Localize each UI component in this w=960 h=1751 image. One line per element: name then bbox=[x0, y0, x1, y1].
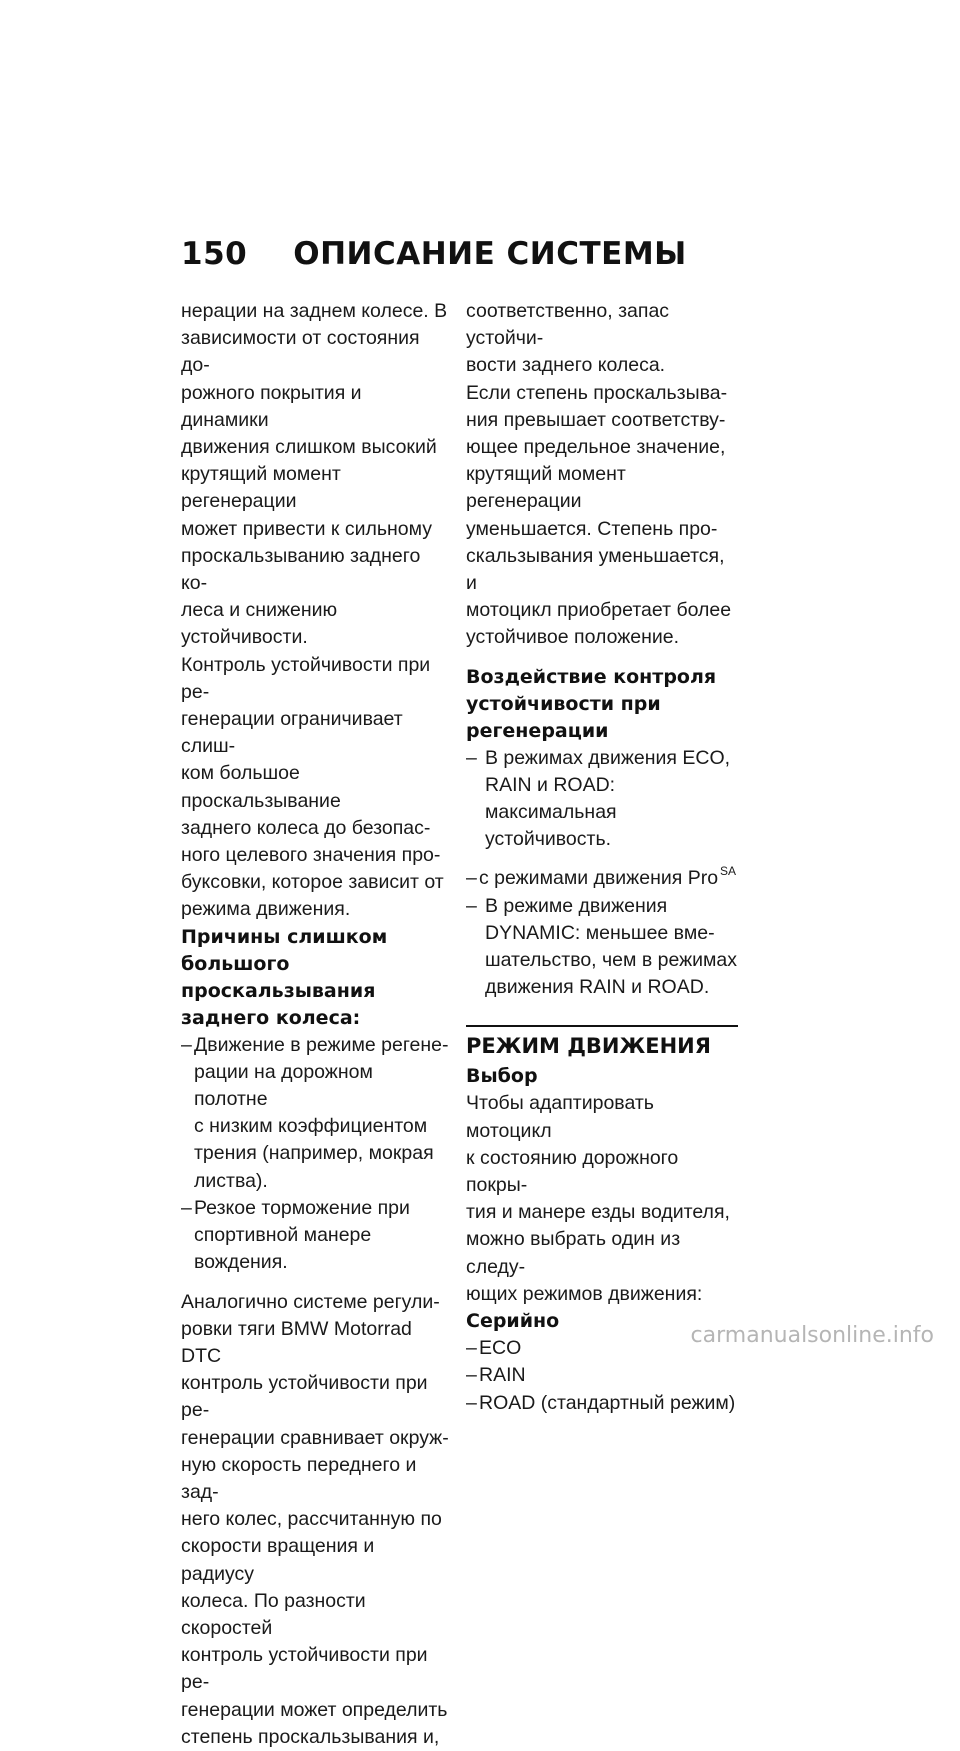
serial-heading: Серийно bbox=[466, 1310, 560, 1333]
right-paragraph-3: Чтобы адаптировать мотоцикл к состоянию дорожного покры- тия и манере езды водителя, можно выбрать один из следу- ющих режимов движения: bbox=[466, 1092, 730, 1305]
page-number: 150 bbox=[181, 236, 248, 272]
mode-item-rain: – RAIN bbox=[466, 1362, 738, 1389]
effect-bullet-2: – с режимами движения Pro $^{SA}$ bbox=[466, 865, 738, 892]
sa-superscript: SA bbox=[720, 864, 737, 879]
select-subheading: Выбор bbox=[466, 1065, 538, 1088]
cause-bullet-1: – Движение в режиме регене- рации на дорожном полотне с низким коэффициентом трения (например, мокрая листва). bbox=[181, 1032, 451, 1195]
page-header bbox=[181, 236, 687, 272]
cause-bullet-2: – Резкое торможение при спортивной манере вождения. bbox=[181, 1195, 451, 1277]
right-paragraph-2: Если степень проскальзыва- ния превышает соответству- ющее предельное значение, крутящий момент регенерации уменьшается. Степень про- скальзывания уменьшается, и мотоцикл приобретает более устойчивое положение. bbox=[466, 381, 732, 649]
mode-item-eco: – ECO bbox=[466, 1335, 738, 1362]
right-paragraph-1: соответственно, запас устойчи- вости заднего колеса. bbox=[466, 300, 670, 377]
watermark: carmanualsonline.info bbox=[690, 1323, 934, 1348]
left-paragraph-2: Аналогично системе регули- ровки тяги BMW Motorrad DTC контроль устойчивости при ре- генерации сравнивает окруж- ную скорость переднего и зад- него колес, рассчитанную по скорости вращения и радиусу колеса. По разности скоростей контроль устойчивости при ре- генерации может определить степень проскальзывания и, bbox=[181, 1290, 449, 1748]
page-title: ОПИСАНИЕ СИСТЕМЫ bbox=[293, 236, 687, 272]
causes-heading: Причины слишком большого проскальзывания заднего колеса: bbox=[181, 925, 388, 1029]
left-paragraph-1: нерации на заднем колесе. В зависимости от состояния до- рожного покрытия и динамики движения слишком высокий крутящий момент регенерации может привести к сильному проскальзыванию заднего ко- леса и снижению устойчивости. Контроль устойчивости при ре- генерации ограничивает слиш- ком большое проскальзывание заднего колеса до безопас- ного целевого значения про- буксовки, которое зависит от режима движения. bbox=[181, 300, 448, 921]
mode-item-road: – ROAD (стандартный режим) bbox=[466, 1390, 738, 1417]
effect-bullet-1: – В режимах движения ECO, RAIN и ROAD: максимальная устойчивость. bbox=[466, 745, 738, 854]
right-column bbox=[466, 298, 738, 1417]
effect-heading: Воздействие контроля устойчивости при регенерации bbox=[466, 665, 717, 742]
effect-bullet-3: – В режиме движения DYNAMIC: меньшее вме- шательство, чем в режимах движения RAIN и ROAD. bbox=[466, 893, 738, 1002]
left-column bbox=[181, 298, 451, 1751]
section-divider bbox=[466, 1025, 738, 1027]
section-title: РЕЖИМ ДВИЖЕНИЯ bbox=[466, 1034, 711, 1059]
